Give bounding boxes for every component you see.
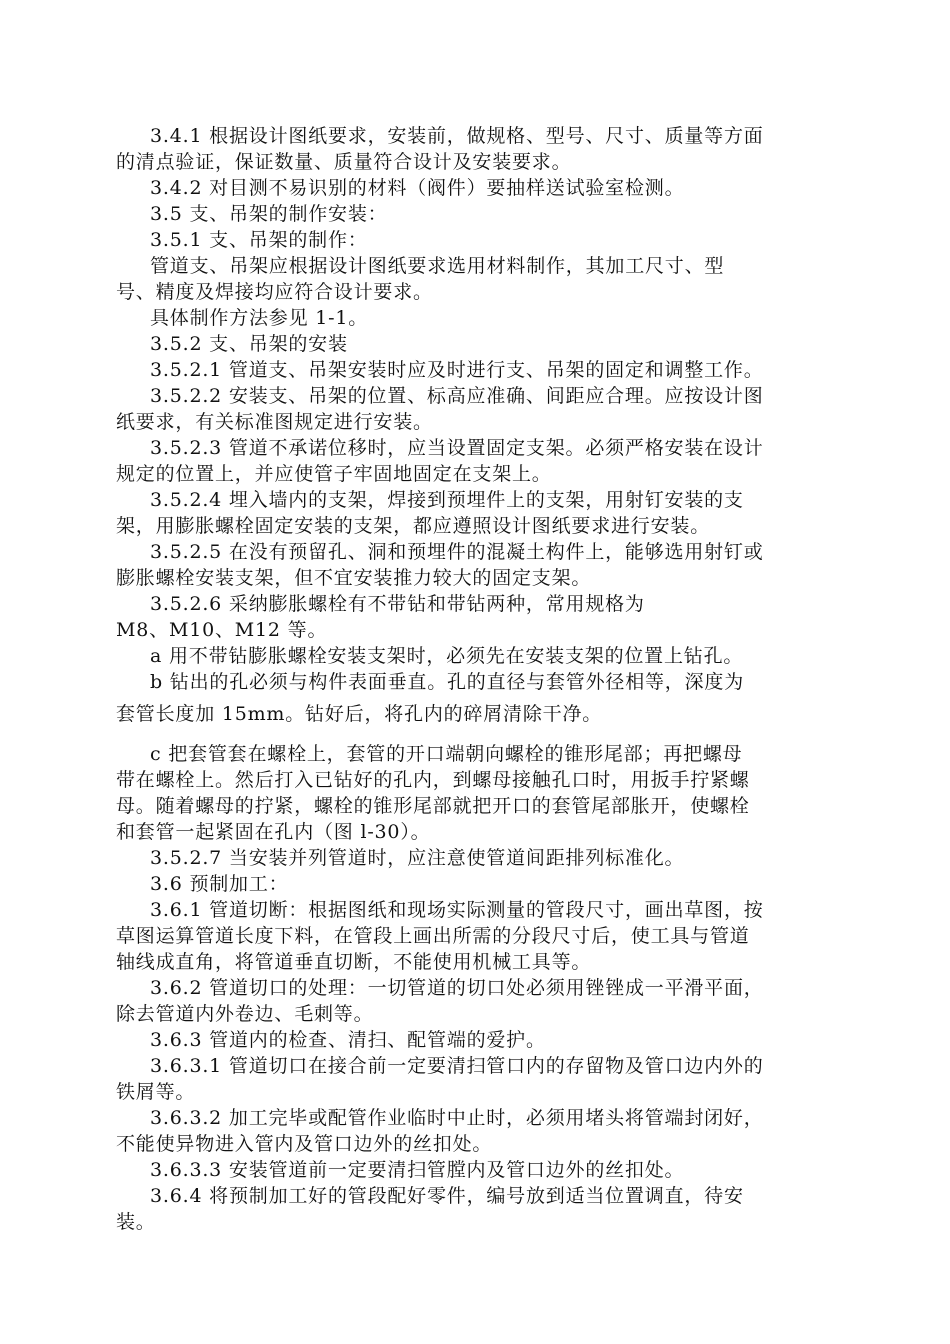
text-line: 膨胀螺栓安装支架，但不宜安装推力较大的固定支架。 [116,567,592,589]
text-line: b 钻出的孔必须与构件表面垂直。孔的直径与套管外径相等，深度为 [150,671,745,693]
text-line: 带在螺栓上。然后打入已钻好的孔内，到螺母接触孔口时，用扳手拧紧螺 [116,769,750,791]
text-line: 3.4.1 根据设计图纸要求，安装前，做规格、型号、尺寸、质量等方面 [150,125,764,147]
text-line: 3.6.3.3 安装管道前一定要清扫管膛内及管口边外的丝扣处。 [150,1159,685,1181]
text-line: 母。随着螺母的拧紧，螺栓的锥形尾部就把开口的套管尾部胀开，使螺栓 [116,795,750,817]
text-line: 的清点验证，保证数量、质量符合设计及安装要求。 [116,151,572,173]
text-line: 3.6.1 管道切断：根据图纸和现场实际测量的管段尺寸，画出草图，按 [150,899,764,921]
text-line: 3.5.1 支、吊架的制作： [150,229,368,251]
text-line: 管道支、吊架应根据设计图纸要求选用材料制作，其加工尺寸、型 [150,255,725,277]
text-line: 3.5.2.5 在没有预留孔、洞和预埋件的混凝土构件上，能够选用射钉或 [150,541,764,563]
text-line: 3.5.2.7 当安装并列管道时，应注意使管道间距排列标准化。 [150,847,685,869]
text-line: 规定的位置上，并应使管子牢固地固定在支架上。 [116,463,552,485]
text-line: 3.6.3.2 加工完毕或配管作业临时中止时，必须用堵头将管端封闭好， [150,1107,764,1129]
text-line: 3.5.2.4 埋入墙内的支架，焊接到预埋件上的支架，用射钉安装的支 [150,489,744,511]
text-line: 号、精度及焊接均应符合设计要求。 [116,281,433,303]
text-line: 不能使异物进入管内及管口边外的丝扣处。 [116,1133,493,1155]
text-line: 3.5.2.6 采纳膨胀螺栓有不带钻和带钻两种，常用规格为 [150,593,645,615]
text-line: 轴线成直角，将管道垂直切断，不能使用机械工具等。 [116,951,592,973]
text-line: a 用不带钻膨胀螺栓安装支架时，必须先在安装支架的位置上钻孔。 [150,645,744,667]
text-line: 3.6 预制加工： [150,873,289,895]
text-line: 3.6.2 管道切口的处理：一切管道的切口处必须用锉锉成一平滑平面， [150,977,764,999]
text-line: 3.5.2 支、吊架的安装 [150,333,348,355]
text-line: 架，用膨胀螺栓固定安装的支架，都应遵照设计图纸要求进行安装。 [116,515,711,537]
text-line: 装。 [116,1211,156,1233]
text-line: 3.6.4 将预制加工好的管段配好零件，编号放到适当位置调直，待安 [150,1185,744,1207]
text-line: M8、M10、M12 等。 [116,619,328,641]
text-line: 和套管一起紧固在孔内（图 l-30）。 [116,821,431,843]
text-line: 草图运算管道长度下料，在管段上画出所需的分段尺寸后，使工具与管道 [116,925,750,947]
text-line: 3.5.2.3 管道不承诺位移时，应当设置固定支架。必须严格安装在设计 [150,437,764,459]
text-line: 除去管道内外卷边、毛刺等。 [116,1003,374,1025]
text-line: 套管长度加 15mm。钻好后，将孔内的碎屑清除干净。 [116,703,603,725]
text-line: 3.6.3.1 管道切口在接合前一定要清扫管口内的存留物及管口边内外的 [150,1055,764,1077]
text-line: 3.5.2.1 管道支、吊架安装时应及时进行支、吊架的固定和调整工作。 [150,359,764,381]
text-line: 3.6.3 管道内的检查、清扫、配管端的爱护。 [150,1029,546,1051]
text-line: 具体制作方法参见 1-1。 [150,307,369,329]
text-line: 铁屑等。 [116,1081,196,1103]
text-line: c 把套管套在螺栓上，套管的开口端朝向螺栓的锥形尾部；再把螺母 [150,743,743,765]
text-line: 纸要求，有关标准图规定进行安装。 [116,411,433,433]
text-line: 3.4.2 对目测不易识别的材料（阀件）要抽样送试验室检测。 [150,177,685,199]
text-line: 3.5 支、吊架的制作安装： [150,203,388,225]
text-line: 3.5.2.2 安装支、吊架的位置、标高应准确、间距应合理。应按设计图 [150,385,764,407]
